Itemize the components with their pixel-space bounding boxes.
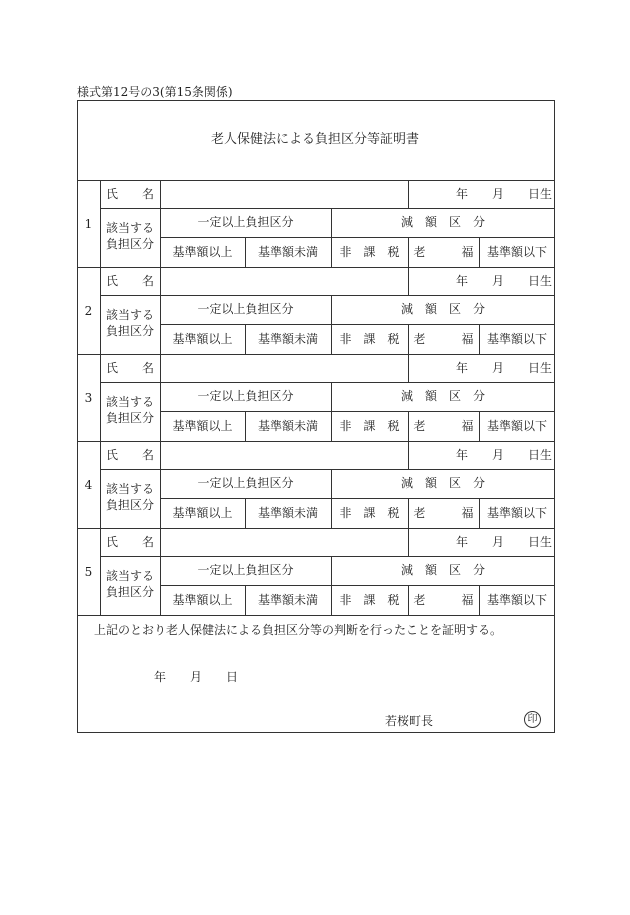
entry-number: 4 bbox=[84, 477, 93, 492]
birth-date-label: 年 月 日生 bbox=[456, 361, 553, 375]
name-label: 氏 名 bbox=[106, 361, 155, 375]
non-taxable-cell: 非 課 税 bbox=[339, 332, 400, 346]
fixed-income-category-header: 一定以上負担区分 bbox=[197, 302, 294, 316]
entry-number: 1 bbox=[84, 216, 93, 231]
category-label: 負担区分 bbox=[106, 237, 155, 251]
row-divider bbox=[100, 382, 555, 383]
above-standard-cell: 基準額以上 bbox=[172, 332, 233, 346]
row-divider bbox=[100, 208, 555, 209]
row-divider bbox=[160, 498, 555, 499]
above-standard-cell: 基準額以上 bbox=[172, 506, 233, 520]
standard-or-less-cell: 基準額以下 bbox=[486, 419, 547, 433]
birth-date-label: 年 月 日生 bbox=[456, 274, 553, 288]
below-standard-cell: 基準額未満 bbox=[257, 245, 318, 259]
row-divider bbox=[100, 469, 555, 470]
row-divider bbox=[77, 528, 555, 529]
category-label: 該当する bbox=[106, 221, 155, 235]
category-label: 負担区分 bbox=[106, 324, 155, 338]
category-label: 該当する bbox=[106, 308, 155, 322]
fixed-income-category-header: 一定以上負担区分 bbox=[197, 563, 294, 577]
row-divider bbox=[160, 411, 555, 412]
row-divider bbox=[77, 441, 555, 442]
non-taxable-cell: 非 課 税 bbox=[339, 419, 400, 433]
elderly-welfare-cell: 老 福 bbox=[413, 245, 474, 259]
column-divider bbox=[408, 441, 409, 469]
entry-number: 5 bbox=[84, 564, 93, 579]
reduction-category-header: 減 額 区 分 bbox=[400, 389, 485, 403]
reduction-category-header: 減 額 区 分 bbox=[400, 476, 485, 490]
reduction-category-header: 減 額 区 分 bbox=[400, 563, 485, 577]
row-divider bbox=[77, 267, 555, 268]
elderly-welfare-cell: 老 福 bbox=[413, 593, 474, 607]
standard-or-less-cell: 基準額以下 bbox=[486, 593, 547, 607]
name-label: 氏 名 bbox=[106, 448, 155, 462]
column-divider bbox=[100, 441, 101, 528]
column-divider bbox=[100, 180, 101, 267]
entry-number: 2 bbox=[84, 303, 93, 318]
entry-number: 3 bbox=[84, 390, 93, 405]
row-divider bbox=[77, 180, 555, 181]
non-taxable-cell: 非 課 税 bbox=[339, 593, 400, 607]
seal-mark: 印 bbox=[524, 711, 541, 728]
standard-or-less-cell: 基準額以下 bbox=[486, 332, 547, 346]
mayor-title: 若桜町長 bbox=[385, 714, 434, 728]
non-taxable-cell: 非 課 税 bbox=[339, 245, 400, 259]
reduction-category-header: 減 額 区 分 bbox=[400, 215, 485, 229]
above-standard-cell: 基準額以上 bbox=[172, 245, 233, 259]
above-standard-cell: 基準額以上 bbox=[172, 593, 233, 607]
above-standard-cell: 基準額以上 bbox=[172, 419, 233, 433]
column-divider bbox=[100, 267, 101, 354]
category-label: 負担区分 bbox=[106, 411, 155, 425]
below-standard-cell: 基準額未満 bbox=[257, 332, 318, 346]
row-divider bbox=[77, 615, 555, 616]
column-divider bbox=[408, 528, 409, 556]
birth-date-label: 年 月 日生 bbox=[456, 535, 553, 549]
name-label: 氏 名 bbox=[106, 187, 155, 201]
reduction-category-header: 減 額 区 分 bbox=[400, 302, 485, 316]
fixed-income-category-header: 一定以上負担区分 bbox=[197, 389, 294, 403]
date-day: 日 bbox=[226, 670, 239, 684]
below-standard-cell: 基準額未満 bbox=[257, 506, 318, 520]
certification-text: 上記のとおり老人保健法による負担区分等の判断を行ったことを証明する。 bbox=[94, 623, 503, 637]
column-divider bbox=[408, 354, 409, 382]
category-label: 該当する bbox=[106, 569, 155, 583]
form-label: 様式第12号の3(第15条関係) bbox=[77, 85, 233, 99]
below-standard-cell: 基準額未満 bbox=[257, 419, 318, 433]
row-divider bbox=[77, 354, 555, 355]
category-label: 該当する bbox=[106, 395, 155, 409]
category-label: 該当する bbox=[106, 482, 155, 496]
fixed-income-category-header: 一定以上負担区分 bbox=[197, 215, 294, 229]
row-divider bbox=[100, 295, 555, 296]
column-divider bbox=[100, 354, 101, 441]
document-title: 老人保健法による負担区分等証明書 bbox=[210, 132, 419, 147]
category-label: 負担区分 bbox=[106, 585, 155, 599]
category-label: 負担区分 bbox=[106, 498, 155, 512]
row-divider bbox=[160, 324, 555, 325]
column-divider bbox=[408, 180, 409, 208]
name-label: 氏 名 bbox=[106, 535, 155, 549]
row-divider bbox=[160, 237, 555, 238]
fixed-income-category-header: 一定以上負担区分 bbox=[197, 476, 294, 490]
standard-or-less-cell: 基準額以下 bbox=[486, 245, 547, 259]
column-divider bbox=[100, 528, 101, 615]
row-divider bbox=[100, 556, 555, 557]
non-taxable-cell: 非 課 税 bbox=[339, 506, 400, 520]
birth-date-label: 年 月 日生 bbox=[456, 448, 553, 462]
elderly-welfare-cell: 老 福 bbox=[413, 419, 474, 433]
date-year: 年 bbox=[154, 670, 167, 684]
elderly-welfare-cell: 老 福 bbox=[413, 506, 474, 520]
below-standard-cell: 基準額未満 bbox=[257, 593, 318, 607]
birth-date-label: 年 月 日生 bbox=[456, 187, 553, 201]
standard-or-less-cell: 基準額以下 bbox=[486, 506, 547, 520]
name-label: 氏 名 bbox=[106, 274, 155, 288]
date-month: 月 bbox=[190, 670, 203, 684]
column-divider bbox=[408, 267, 409, 295]
elderly-welfare-cell: 老 福 bbox=[413, 332, 474, 346]
row-divider bbox=[160, 585, 555, 586]
